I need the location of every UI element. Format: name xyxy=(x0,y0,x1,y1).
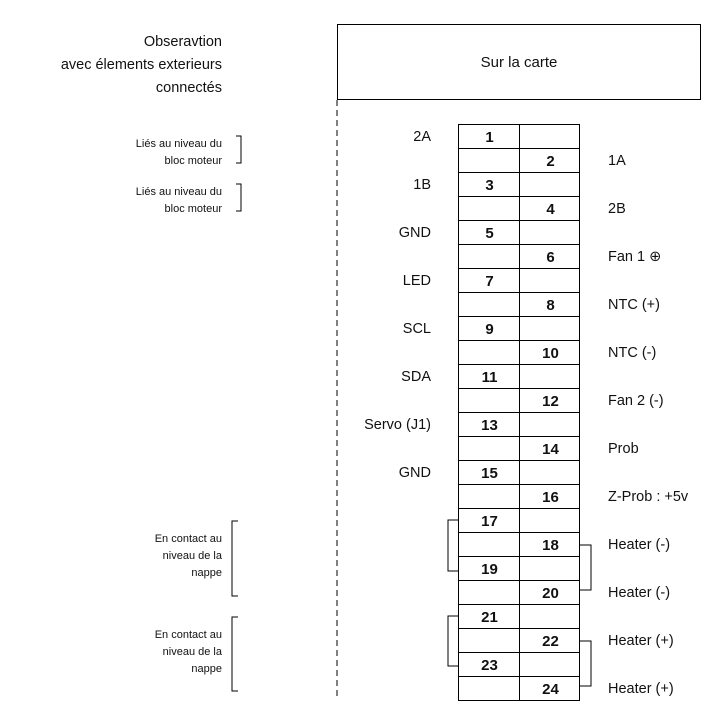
pin-label-3: 1B xyxy=(413,177,431,193)
pin-label-22: Heater (+) xyxy=(608,633,674,649)
pin-label-13: Servo (J1) xyxy=(364,417,431,433)
pin-number-8: 8 xyxy=(546,296,555,314)
pin-number-23: 23 xyxy=(481,656,498,674)
bracket-ribbon-1 xyxy=(232,521,238,596)
side-note-line: niveau de la xyxy=(162,646,222,658)
pin-label-16: Z-Prob : +5v xyxy=(608,489,689,505)
pin-number-21: 21 xyxy=(481,608,498,626)
pin-label-11: SDA xyxy=(401,369,431,385)
pin-number-16: 16 xyxy=(542,488,559,506)
pin-label-15: GND xyxy=(398,465,431,481)
pin-label-8: NTC (+) xyxy=(608,297,660,313)
pin-number-19: 19 xyxy=(481,560,498,578)
pin-label-6: Fan 1 ⊕ xyxy=(608,249,662,265)
observation-header-line: connectés xyxy=(155,80,222,96)
pin-label-12: Fan 2 (-) xyxy=(608,393,664,409)
link-21-23 xyxy=(448,616,458,666)
pin-number-9: 9 xyxy=(485,320,494,338)
bracket-ribbon-2 xyxy=(232,617,238,691)
pin-number-5: 5 xyxy=(485,224,494,242)
pin-label-7: LED xyxy=(402,273,431,289)
pin-number-17: 17 xyxy=(481,512,498,530)
side-note-line: bloc moteur xyxy=(164,203,222,215)
pin-number-22: 22 xyxy=(542,632,559,650)
link-18-20 xyxy=(580,545,591,590)
pin-number-18: 18 xyxy=(542,536,559,554)
pin-label-9: SCL xyxy=(402,321,431,337)
bracket-motor-2 xyxy=(236,184,241,211)
pin-number-7: 7 xyxy=(485,272,494,290)
pin-label-14: Prob xyxy=(608,441,639,457)
side-note-line: En contact au xyxy=(154,533,222,545)
pin-number-2: 2 xyxy=(546,152,555,170)
pin-label-18: Heater (-) xyxy=(608,537,671,553)
pin-label-4: 2B xyxy=(608,201,626,217)
side-note-line: niveau de la xyxy=(162,550,222,562)
link-17-19 xyxy=(448,520,458,571)
pin-number-13: 13 xyxy=(481,416,498,434)
pin-number-1: 1 xyxy=(485,128,494,146)
pin-label-2: 1A xyxy=(608,153,626,169)
pin-label-1: 2A xyxy=(413,129,431,145)
pin-number-15: 15 xyxy=(481,464,498,482)
pin-number-3: 3 xyxy=(485,176,494,194)
observation-header-line: Obseravtion xyxy=(143,34,222,50)
pin-label-24: Heater (+) xyxy=(608,681,674,697)
pin-number-12: 12 xyxy=(542,392,559,410)
side-note-line: nappe xyxy=(191,567,222,579)
side-note-line: bloc moteur xyxy=(164,155,222,167)
pin-number-10: 10 xyxy=(542,344,559,362)
side-note-line: nappe xyxy=(191,663,222,675)
link-22-24 xyxy=(580,641,591,686)
pin-number-20: 20 xyxy=(542,584,559,602)
bracket-motor-1 xyxy=(236,136,241,163)
board-header-label: Sur la carte xyxy=(480,53,558,71)
pin-label-5: GND xyxy=(398,225,431,241)
pin-number-11: 11 xyxy=(481,368,498,386)
pin-number-6: 6 xyxy=(546,248,555,266)
pin-label-10: NTC (-) xyxy=(608,345,657,361)
pin-number-14: 14 xyxy=(542,440,559,458)
pin-number-4: 4 xyxy=(546,200,555,218)
pin-number-24: 24 xyxy=(542,680,559,698)
observation-header-line: avec élements exterieurs xyxy=(60,57,222,73)
side-note-line: Liés au niveau du xyxy=(135,138,222,150)
side-note-line: En contact au xyxy=(154,629,222,641)
side-note-line: Liés au niveau du xyxy=(135,186,222,198)
pin-label-20: Heater (-) xyxy=(608,585,671,601)
